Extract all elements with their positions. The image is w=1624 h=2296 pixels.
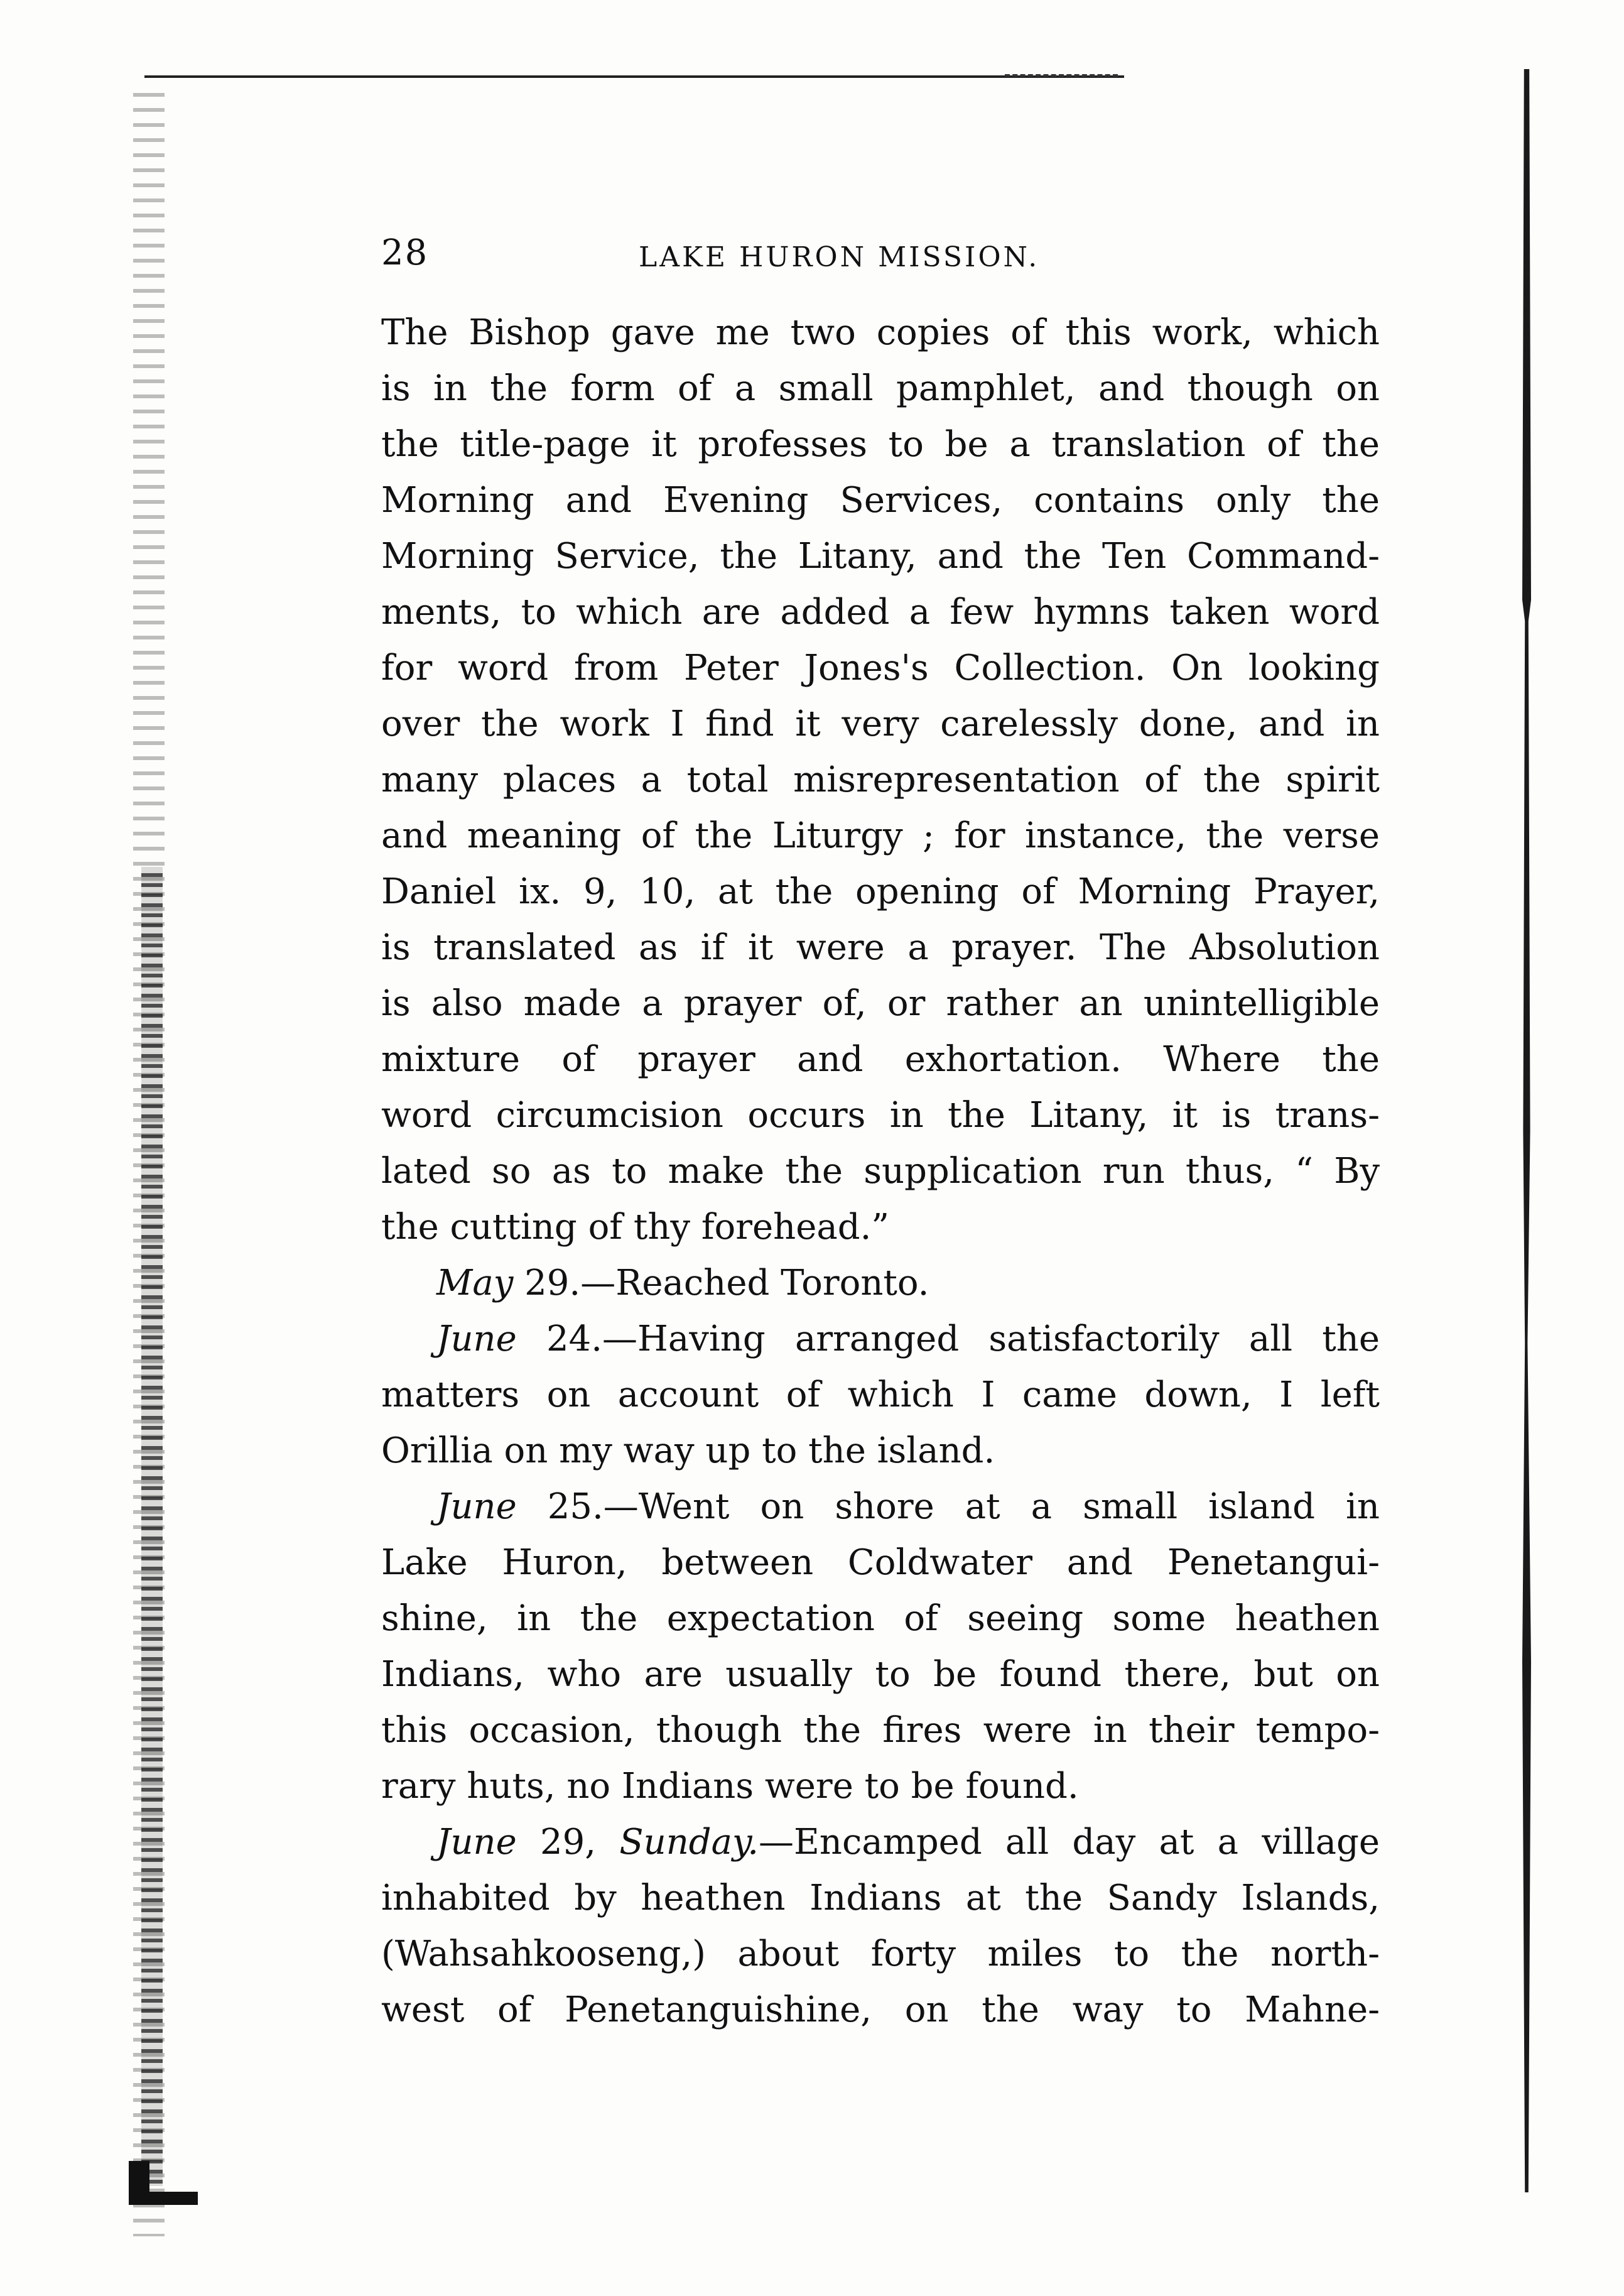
text-line: over the work I find it very carelessly done, and in [381, 704, 1380, 744]
text-line: word circumcision occurs in the Litany, it is trans- [381, 1095, 1380, 1136]
journal-entry-june-24 [381, 1311, 1380, 1367]
left-gutter-binding [141, 867, 163, 2186]
text-line: Morning and Evening Services, contains only the [381, 480, 1380, 521]
text-line: Orillia on my way up to the island. [381, 1430, 995, 1471]
text-line: rary huts, no Indians were to be found. [381, 1766, 1079, 1807]
text-line: for word from Peter Jones's Collection. On looking [381, 648, 1380, 688]
text-line: mixture of prayer and exhortation. Where the [381, 1039, 1380, 1080]
text-line: the title-page it professes to be a translation of the [381, 424, 1380, 465]
entry-date: June [436, 1486, 517, 1527]
entry-text: 25.—Went on shore at a small island in [516, 1486, 1380, 1527]
text-line: Morning Service, the Litany, and the Ten Command- [381, 536, 1380, 577]
journal-entry-june-25 [381, 1479, 1380, 1535]
text-line: is in the form of a small pamphlet, and though on [381, 368, 1380, 409]
text-line: many places a total misrepresentation of the spirit [381, 759, 1380, 800]
running-head [381, 232, 1386, 276]
text-line: Daniel ix. 9, 10, at the opening of Morning Prayer, [381, 871, 1380, 912]
entry-date-number: 29, [516, 1822, 620, 1863]
text-line: west of Penetanguishine, on the way to Mahne- [381, 1989, 1380, 2030]
top-edge-rule [144, 75, 1124, 78]
text-line: matters on account of which I came down, I left [381, 1374, 1380, 1415]
text-line: inhabited by heathen Indians at the Sandy Islands, [381, 1878, 1380, 1918]
entry-date: June [436, 1822, 517, 1863]
entry-text: 29.—Reached Toronto. [513, 1263, 929, 1303]
text-line: the cutting of thy forehead.” [381, 1207, 890, 1248]
text-line: is also made a prayer of, or rather an unintelligible [381, 983, 1380, 1024]
journal-entry-may-29 [381, 1255, 1380, 1311]
text-line: lated so as to make the supplication run thus, “ By [381, 1151, 1380, 1192]
text-line: Lake Huron, between Coldwater and Penetangui- [381, 1542, 1380, 1583]
entry-day: Sunday. [619, 1822, 759, 1863]
running-head-title: LAKE HURON MISSION. [639, 241, 1040, 273]
body-text [381, 305, 1380, 2038]
text-line: The Bishop gave me two copies of this work, which [381, 312, 1380, 353]
entry-date: May [436, 1263, 514, 1303]
journal-entry-june-29 [381, 1814, 1380, 1870]
text-line: this occasion, though the fires were in their tempo- [381, 1710, 1380, 1751]
entry-text: —Encamped all day at a village [759, 1822, 1380, 1863]
text-line: shine, in the expectation of seeing some heathen [381, 1598, 1380, 1639]
text-line: Indians, who are usually to be found there, but on [381, 1654, 1380, 1695]
text-line: ments, to which are added a few hymns taken word [381, 592, 1380, 633]
text-line: is translated as if it were a prayer. The Absolution [381, 927, 1380, 968]
text-line: (Wahsahkooseng,) about forty miles to the north- [381, 1934, 1380, 1974]
text-line: and meaning of the Liturgy ; for instance, the verse [381, 815, 1380, 856]
right-page-edge [1522, 69, 1531, 2192]
page-number: 28 [381, 232, 429, 273]
entry-text: 24.—Having arranged satisfactorily all the [516, 1319, 1380, 1359]
top-edge-dash [1005, 74, 1118, 77]
entry-date: June [436, 1319, 517, 1359]
